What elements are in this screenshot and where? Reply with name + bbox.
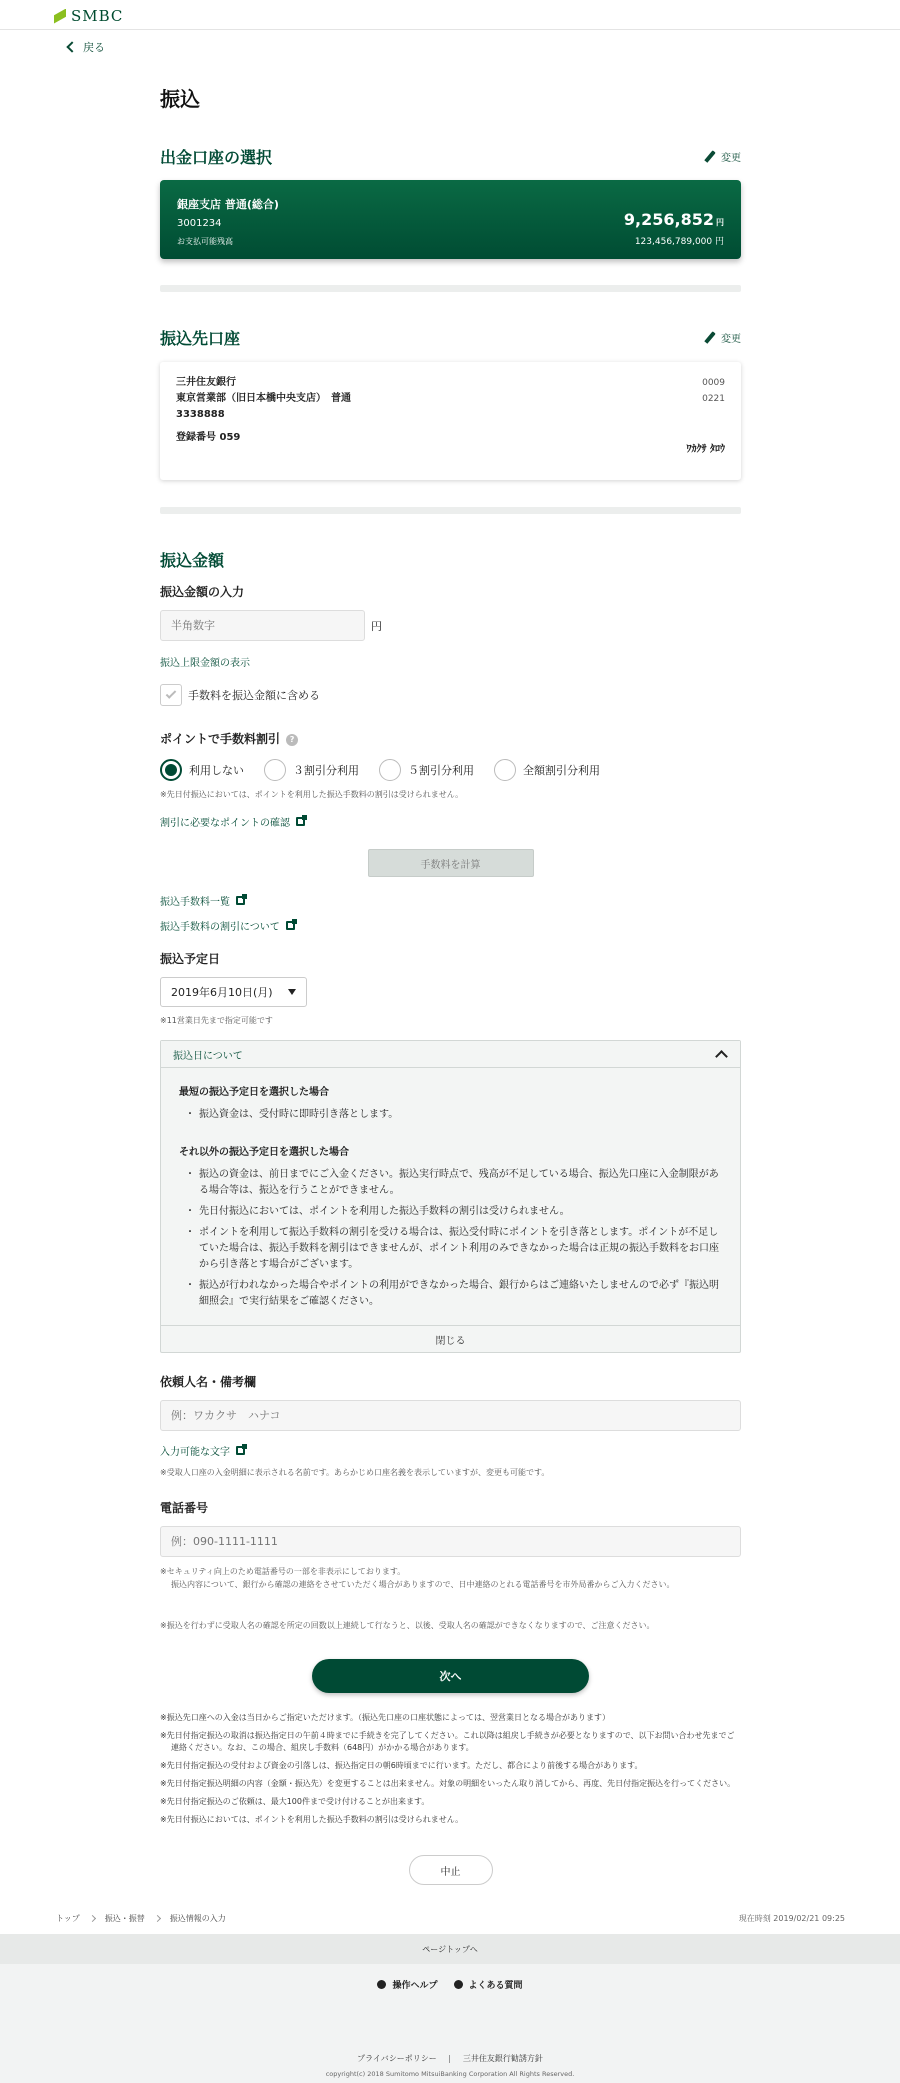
chevron-right-icon xyxy=(89,1915,96,1922)
include-fee-label: 手数料を振込金額に含める xyxy=(188,689,320,702)
logo-text: SMBC xyxy=(71,7,124,25)
breadcrumb-current: 振込情報の入力 xyxy=(169,1914,226,1923)
pencil-icon xyxy=(704,331,715,344)
radio-icon xyxy=(494,759,516,781)
available-label: お支払可能残高 xyxy=(177,237,233,246)
branch-name: 東京営業部（旧日本橋中央支店） 普通 xyxy=(176,393,351,404)
external-link-icon xyxy=(296,817,305,826)
warning-note: ※振込を行わずに受取人名の確認を所定の回数以上連続して行なうと、以後、受取人名の確認ができなくなりますので、ご注意ください。 xyxy=(160,1621,655,1630)
source-section-title: 出金口座の選択 xyxy=(160,148,273,167)
fee-discount-link[interactable] xyxy=(160,918,295,933)
external-link-icon xyxy=(286,921,295,930)
note-item: ※先日付指定振込の取消は振込指定日の午前４時までに手続きを完了してください。これ以降は組戻し手続きが必要となりますので、以下お問い合わせ先までご連絡ください。なお、この場合、組戻し手数料（648円）がかかる場合があります。 xyxy=(160,1731,735,1752)
accordion-body xyxy=(161,1068,740,1325)
source-change-button[interactable] xyxy=(708,149,741,164)
points-confirm-link[interactable] xyxy=(160,814,305,829)
list-item: ・ 振込が行われなかった場合やポイントの利用ができなかった場合、銀行からはご連絡いたしませんので必ず『振込明細照会』で実行結果をご確認ください。 xyxy=(179,1278,722,1310)
radio-30-percent[interactable] xyxy=(264,759,359,781)
site-header xyxy=(0,0,900,30)
chevron-up-icon xyxy=(715,1050,728,1063)
check-icon xyxy=(166,688,177,699)
pencil-icon xyxy=(704,150,715,163)
section-divider xyxy=(160,507,741,514)
destination-account-card xyxy=(160,362,741,480)
phone-title: 電話番号 xyxy=(160,1501,209,1515)
amount-unit: 円 xyxy=(371,619,382,633)
fee-discount-label: 振込手数料の割引について xyxy=(160,922,280,933)
limit-link[interactable]: 振込上限金額の表示 xyxy=(160,658,250,669)
accordion-close-button[interactable]: 閉じる xyxy=(161,1325,740,1352)
breadcrumb-transfer[interactable]: 振込・振替 xyxy=(104,1914,145,1923)
registration-number: 登録番号 059 xyxy=(176,432,241,443)
back-link[interactable] xyxy=(68,39,105,55)
list-item: ・ 先日付振込においては、ポイントを利用した振込手数料の割引は受けられません。 xyxy=(179,1204,722,1220)
available-amount: 123,456,789,000 円 xyxy=(634,237,724,247)
accordion-sec2-list xyxy=(179,1167,722,1310)
faq-link[interactable] xyxy=(454,1978,523,1991)
note-item: ※先日付振込においては、ポイントを利用した振込手数料の割引は受けられません。 xyxy=(160,1815,464,1824)
breadcrumb-top[interactable]: トップ xyxy=(56,1914,80,1923)
phone-input[interactable] xyxy=(160,1526,741,1557)
balance-value: 9,256,852 xyxy=(623,210,714,229)
radio-full[interactable] xyxy=(494,759,600,781)
requester-note: ※受取人口座の入金明細に表示される名前です。あらかじめ口座名義を表示していますが、変更も可能です。 xyxy=(160,1468,550,1477)
privacy-link[interactable]: プライバシーポリシー xyxy=(357,2054,437,2063)
notes-list xyxy=(160,1712,741,1826)
date-note: ※11営業日先まで指定可能です xyxy=(160,1016,273,1025)
dropdown-arrow-icon xyxy=(288,989,296,995)
radio-selected-icon xyxy=(160,759,182,781)
date-select[interactable] xyxy=(160,977,307,1007)
radio-label: ３割引分利用 xyxy=(293,764,359,777)
branch-code: 0221 xyxy=(702,394,725,404)
amount-input[interactable] xyxy=(160,610,365,641)
phone-note-2: 振込内容について、銀行から確認の連絡をさせていただく場合がありますので、日中連絡のとれる電話番号を市外局番からご入力ください。 xyxy=(171,1580,675,1589)
chars-label: 入力可能な文字 xyxy=(160,1447,230,1458)
change-label: 変更 xyxy=(721,153,741,164)
destination-section-header xyxy=(160,326,741,349)
radio-label: 利用しない xyxy=(189,764,244,777)
stop-button[interactable]: 中止 xyxy=(409,1855,493,1885)
amount-section-title: 振込金額 xyxy=(160,551,225,570)
points-confirm-label: 割引に必要なポイントの確認 xyxy=(160,818,290,829)
list-item: ・ 振込資金は、受付時に即時引き落とします。 xyxy=(179,1107,722,1123)
points-note: ※先日付振込においては、ポイントを利用した振込手数料の割引は受けられません。 xyxy=(160,790,464,799)
copyright: copyright(c) 2018 Sumitomo MitsuiBanking Corporation All Rights Reserved. xyxy=(325,2070,575,2078)
accordion-sec1-title: 最短の振込予定日を選択した場合 xyxy=(179,1087,329,1098)
transfer-date-accordion xyxy=(160,1040,741,1353)
policy-link[interactable]: 三井住友銀行勧誘方針 xyxy=(462,2054,543,2063)
section-divider xyxy=(160,285,741,292)
branch-row xyxy=(176,391,725,407)
date-selected: 2019年6月10日(月) xyxy=(171,986,273,999)
bank-code: 0009 xyxy=(702,378,725,388)
current-time: 現在時刻 2019/02/21 09:25 xyxy=(738,1914,845,1923)
destination-section-title: 振込先口座 xyxy=(160,329,241,348)
note-item: ※先日付指定振込の受付および資金の引落しは、振込指定日の朝6時頃までに行います。ただし、都合により前後する場合があります。 xyxy=(160,1761,643,1770)
link-icon xyxy=(454,1980,463,1989)
help-link[interactable] xyxy=(377,1978,437,1991)
requester-input[interactable] xyxy=(160,1400,741,1431)
radio-icon xyxy=(264,759,286,781)
calculate-fee-button[interactable]: 手数料を計算 xyxy=(368,849,534,877)
question-icon xyxy=(377,1980,386,1989)
footer-divider xyxy=(449,2055,450,2063)
points-title: ポイントで手数料割引 xyxy=(160,732,281,746)
fee-list-label: 振込手数料一覧 xyxy=(160,897,230,908)
source-branch: 銀座支店 普通(総合) xyxy=(177,198,279,211)
amount-input-label: 振込金額の入力 xyxy=(160,585,245,599)
radio-50-percent[interactable] xyxy=(379,759,474,781)
note-item: ※先日付指定振込のご依頼は、最大100件まで受け付けることが出来ます。 xyxy=(160,1797,430,1806)
faq-label: よくある質問 xyxy=(468,1981,523,1991)
balance xyxy=(624,210,724,229)
main-content xyxy=(160,87,741,1885)
external-link-icon xyxy=(236,896,245,905)
source-account-number: 3001234 xyxy=(177,218,222,229)
change-label: 変更 xyxy=(721,334,741,345)
points-radio-group xyxy=(160,759,741,781)
amount-row xyxy=(160,610,741,641)
help-label: 操作ヘルプ xyxy=(392,1981,438,1991)
page-top-link[interactable]: ページトップへ xyxy=(0,1934,900,1964)
balance-unit: 円 xyxy=(716,218,724,227)
chevron-left-icon xyxy=(66,41,77,52)
phone-note-1: ※セキュリティ向上のため電話番号の一部を非表示にしております。 xyxy=(160,1567,406,1576)
bank-row xyxy=(176,375,725,391)
external-link-icon xyxy=(236,1446,245,1455)
smbc-logo[interactable] xyxy=(54,7,123,25)
source-section-header xyxy=(160,145,741,168)
list-item: ・ ポイントを利用して振込手数料の割引を受ける場合は、振込受付時にポイントを引き落とします。ポイントが不足していた場合は、振込手数料を割引はできませんが、ポイント利用のみできなかった場合は正規の振込手数料をお口座から引き落とす場合がございます。 xyxy=(179,1225,722,1273)
leaf-logo-icon xyxy=(54,9,66,24)
note-item: ※振込先口座への入金は当日からご指定いただけます。（振込先口座の口座状態によっては、翌営業日となる場合があります） xyxy=(160,1713,611,1722)
points-title-row xyxy=(160,730,741,747)
radio-label: ５割引分利用 xyxy=(408,764,474,777)
accordion-sec1-list xyxy=(179,1107,722,1123)
destination-account-number: 3338888 xyxy=(176,409,225,420)
account-row xyxy=(176,407,725,423)
include-fee-checkbox[interactable] xyxy=(160,684,182,706)
footer-links xyxy=(0,1978,900,1991)
chars-link[interactable] xyxy=(160,1443,245,1458)
page-title: 振込 xyxy=(160,87,200,111)
date-title: 振込予定日 xyxy=(160,952,221,966)
requester-title: 依頼人名・備考欄 xyxy=(160,1375,257,1389)
include-fee-checkbox-row[interactable] xyxy=(160,684,741,706)
breadcrumb xyxy=(56,1913,226,1924)
footer-bottom-links xyxy=(0,2053,900,2064)
fee-list-link[interactable] xyxy=(160,893,245,908)
note-item: ※先日付指定振込明細の内容（金額・振込先）を変更することは出来ません。対象の明細をいったん取り消してから、再度、先日付指定振込を行ってください。 xyxy=(160,1779,736,1788)
source-account-card[interactable] xyxy=(160,180,741,259)
radio-icon xyxy=(379,759,401,781)
accordion-sec2-title: それ以外の振込予定日を選択した場合 xyxy=(179,1147,349,1158)
site-footer xyxy=(0,1934,900,2083)
chevron-right-icon xyxy=(154,1915,161,1922)
accordion-title: 振込日について xyxy=(173,1050,243,1062)
back-label: 戻る xyxy=(83,41,105,54)
account-holder: ﾜｶｸｻ ﾀﾛｳ xyxy=(686,444,725,455)
next-button[interactable]: 次へ xyxy=(312,1659,589,1693)
list-item: ・ 振込の資金は、前日までにご入金ください。振込実行時点で、残高が不足している場合、振込先口座に入金制限がある場合等は、振込を行うことができません。 xyxy=(179,1167,722,1199)
radio-label: 全額割引分利用 xyxy=(523,764,600,777)
help-icon[interactable]: ? xyxy=(286,734,298,746)
accordion-header[interactable] xyxy=(161,1041,740,1068)
bank-name: 三井住友銀行 xyxy=(176,377,236,388)
radio-no-points[interactable] xyxy=(160,759,244,781)
destination-change-button[interactable] xyxy=(708,330,741,345)
